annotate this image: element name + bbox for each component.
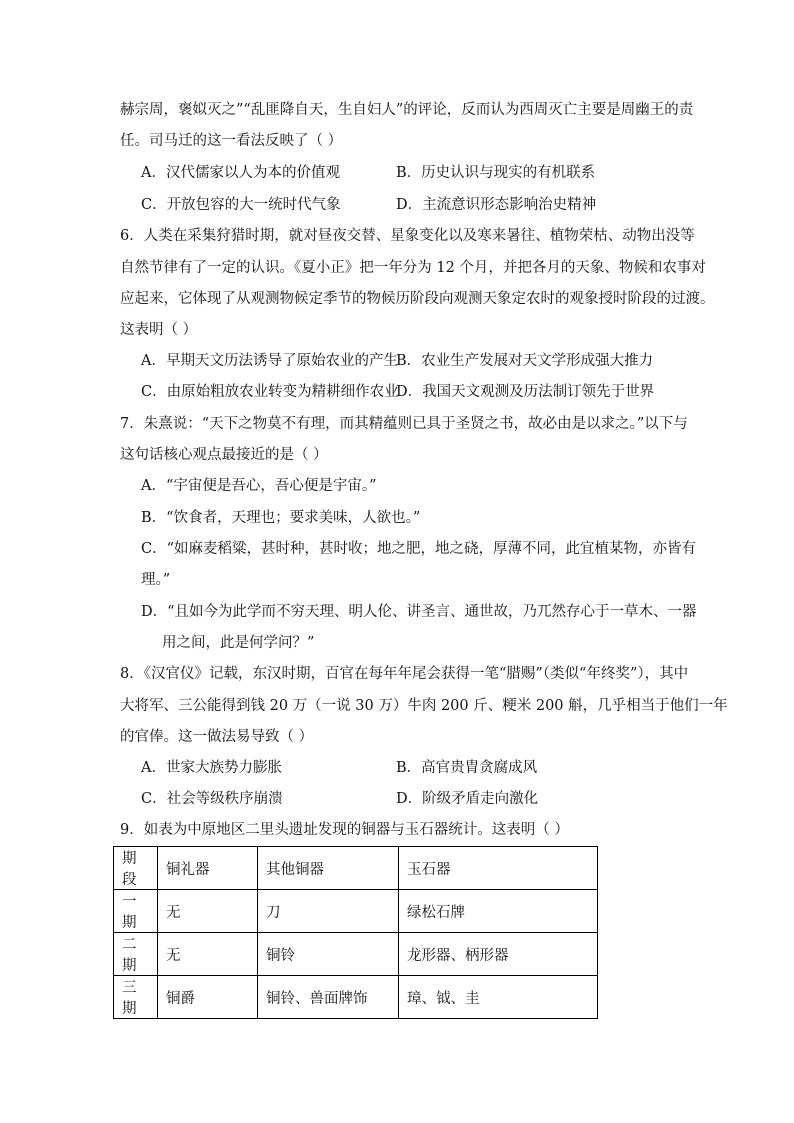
q5-continuation-line-2: 任。司马迁的这一看法反映了（ ） bbox=[120, 133, 343, 149]
q6-stem-line-3: 应起来，它体现了从观测物候定季节的物候历阶段向观测天象定农时的观象授时阶段的过渡。 bbox=[120, 291, 715, 307]
table-cell: 璋、钺、圭 bbox=[399, 976, 598, 1019]
q7-option-b[interactable]: B．“饮食者，天理也；要求美味，人欲也。” bbox=[141, 510, 421, 526]
table-cell: 铜铃 bbox=[258, 933, 399, 976]
q8-stem-line-2: 大将军、三公能得到钱 20 万（一说 30 万）牛肉 200 斤、粳米 200 斛，几乎相当于他们一年 bbox=[120, 698, 728, 714]
q7-option-a[interactable]: A．“宇宙便是吾心，吾心便是宇宙。” bbox=[141, 478, 377, 494]
q7-stem-line-1: 7．朱熹说：“天下之物莫不有理，而其精蕴则已具于圣贤之书，故必由是以求之。”以下与 bbox=[120, 416, 688, 432]
q7-option-c-line-1[interactable]: C．“如麻麦稻粱，甚时种，甚时收；地之肥，地之硗，厚薄不同，此宜植某物，亦皆有 bbox=[141, 541, 697, 557]
table-header-row bbox=[114, 847, 598, 890]
table-cell: 龙形器、柄形器 bbox=[399, 933, 598, 976]
q5-option-d[interactable]: D．主流意识形态影响治史精神 bbox=[396, 197, 597, 213]
q6-stem-line-4: 这表明（ ） bbox=[120, 322, 198, 338]
table-cell: 无 bbox=[158, 933, 258, 976]
header-period: 期段 bbox=[114, 847, 158, 890]
table-cell: 二期 bbox=[114, 933, 158, 976]
q9-stem-line-1: 9．如表为中原地区二里头遗址发现的铜器与玉石器统计。这表明（ ） bbox=[120, 822, 569, 838]
q5-option-c[interactable]: C．开放包容的大一统时代气象 bbox=[141, 197, 341, 213]
header-jade: 玉石器 bbox=[399, 847, 598, 890]
q6-stem-line-2: 自然节律有了一定的认识。《夏小正》把一年分为 12 个月，并把各月的天象、物候和农事对 bbox=[120, 260, 706, 276]
table-cell: 铜爵 bbox=[158, 976, 258, 1019]
table-cell: 三期 bbox=[114, 976, 158, 1019]
table-cell: 铜铃、兽面牌饰 bbox=[258, 976, 399, 1019]
bronze-jade-stats-table bbox=[113, 846, 598, 1019]
q8-option-a[interactable]: A．世家大族势力膨胀 bbox=[141, 760, 282, 776]
q6-option-b[interactable]: B．农业生产发展对天文学形成强大推力 bbox=[396, 353, 654, 369]
q6-stem-line-1: 6．人类在采集狩猎时期，就对昼夜交替、星象变化以及寒来暑往、植物荣枯、动物出没等 bbox=[120, 228, 695, 244]
q6-option-c[interactable]: C．由原始粗放农业转变为精耕细作农业 bbox=[141, 384, 399, 400]
table-cell: 绿松石牌 bbox=[399, 890, 598, 933]
table-row bbox=[114, 890, 598, 933]
q7-option-c-line-2: 理。” bbox=[141, 572, 171, 588]
table-cell: 无 bbox=[158, 890, 258, 933]
q7-option-d-line-2: 用之间，此是何学问？” bbox=[162, 635, 315, 651]
table-row bbox=[114, 976, 598, 1019]
q5-continuation-line-1: 赫宗周，褒姒灭之”“乱匪降自天，生自妇人”的评论，反而认为西周灭亡主要是周幽王的责 bbox=[120, 102, 694, 118]
q7-stem-line-2: 这句话核心观点最接近的是（ ） bbox=[120, 447, 328, 463]
header-ritual-bronze: 铜礼器 bbox=[158, 847, 258, 890]
q6-option-d[interactable]: D．我国天文观测及历法制订领先于世界 bbox=[396, 384, 655, 400]
q5-option-a[interactable]: A．汉代儒家以人为本的价值观 bbox=[141, 165, 340, 181]
header-other-bronze: 其他铜器 bbox=[258, 847, 399, 890]
q5-option-b[interactable]: B．历史认识与现实的有机联系 bbox=[396, 165, 596, 181]
q6-option-a[interactable]: A．早期天文历法诱导了原始农业的产生 bbox=[141, 353, 398, 369]
q8-option-b[interactable]: B．高官贵胄贪腐成风 bbox=[396, 760, 538, 776]
table-cell: 刀 bbox=[258, 890, 399, 933]
q8-stem-line-3: 的官俸。这一做法易导致（ ） bbox=[120, 729, 314, 745]
q8-stem-line-1: 8．《汉官仪》记载，东汉时期，百官在每年年尾会获得一笔“腊赐”（类似“年终奖”），其中 bbox=[120, 666, 689, 682]
q8-option-c[interactable]: C．社会等级秩序崩溃 bbox=[141, 791, 283, 807]
q7-option-d-line-1[interactable]: D．“且如今为此学而不穷天理、明人伦、讲圣言、通世故，乃兀然存心于一草木、一器 bbox=[141, 604, 697, 620]
table-cell: 一期 bbox=[114, 890, 158, 933]
table-row bbox=[114, 933, 598, 976]
q8-option-d[interactable]: D．阶级矛盾走向激化 bbox=[396, 791, 539, 807]
